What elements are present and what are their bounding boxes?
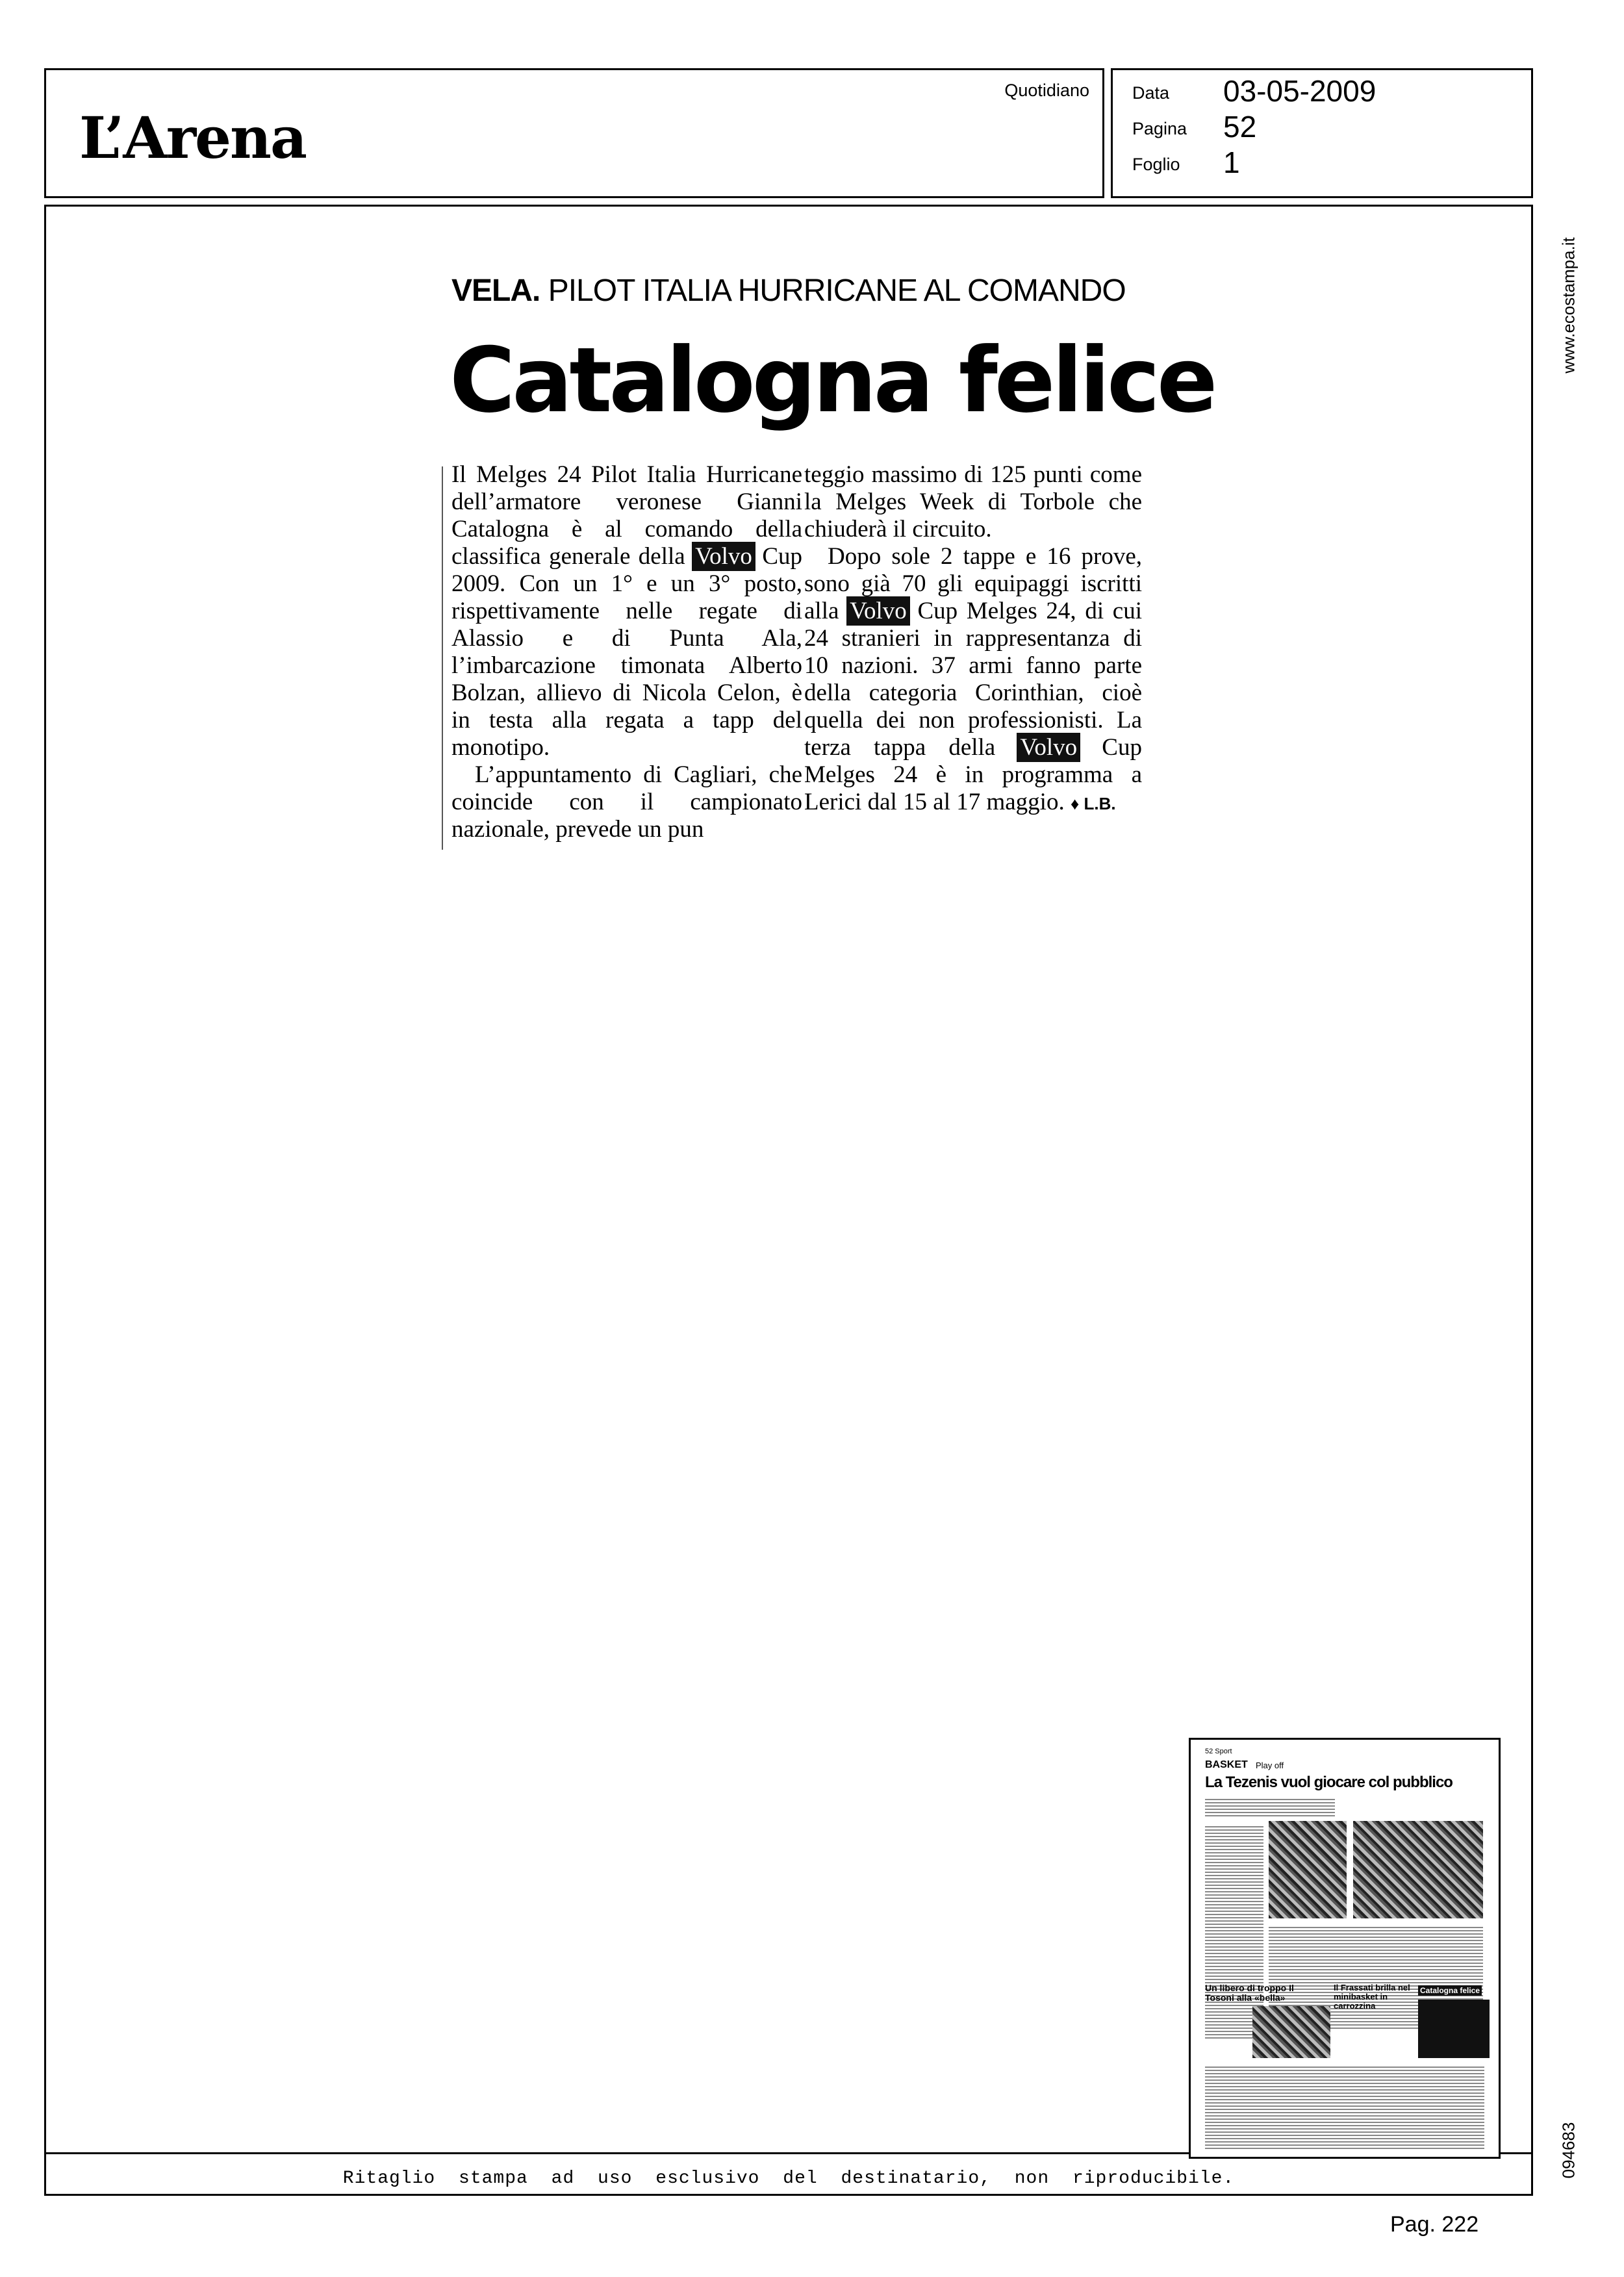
kicker-section: VELA. (451, 273, 540, 308)
publication-frequency: Quotidiano (1004, 81, 1089, 100)
highlight-volvo: Volvo (848, 598, 909, 624)
thumb-section: 52 Sport (1205, 1748, 1232, 1755)
highlight-volvo: Volvo (1018, 734, 1079, 761)
paragraph: teggio massimo di 125 punti come la Melges Week di Torbole che chiuderà il circuito. (804, 461, 1142, 542)
page-thumbnail (1189, 1738, 1501, 2159)
sheet-value: 1 (1223, 146, 1240, 179)
article-title: Catalogna felice (450, 328, 1215, 433)
thumb-tag: BASKET (1205, 1759, 1248, 1770)
footer-notice: Ritaglio stampa ad uso esclusivo del destinatario, non riproducibile. (342, 2169, 1235, 2189)
thumb-photo (1252, 2006, 1330, 2058)
column-rule (442, 466, 443, 850)
date-value: 03-05-2009 (1223, 74, 1377, 108)
page-value: 52 (1223, 110, 1257, 144)
article-column-2 (804, 461, 1142, 817)
thumb-highlight-block (1418, 2000, 1490, 2058)
website-vertical (1556, 221, 1582, 390)
thumb-tag2: Play off (1256, 1761, 1284, 1770)
clipping-code: 094683 (1558, 2122, 1579, 2179)
paragraph: L’appuntamento di Cagliari, che coincide con il campionato nazionale, prevede un pun (451, 761, 802, 843)
date-label: Data (1132, 83, 1170, 103)
paragraph: Il Melges 24 Pilot Italia Hurricane dell’armatore veronese Gianni Catalogna è al comando della classifica generale della Volvo Cup 2009. Con un 1° e un 3° posto, rispettivamente nelle regate di Alassio e di Punta Ala, l’imbarcazione timonata Alberto Bolzan, allievo di Nicola Celon, è in testa alla regata a tapp del monotipo. (451, 461, 803, 761)
thumb-photo (1269, 1821, 1347, 1918)
thumb-text (1205, 1797, 1335, 1816)
website-text: www.ecostampa.it (1558, 237, 1579, 374)
thumb-sub2: Il Frassati brilla nel minibasket in carrozzina (1334, 1983, 1410, 2011)
thumb-sub3: Catalogna felice (1418, 1985, 1482, 1996)
thumb-text (1205, 2065, 1484, 2149)
thumb-headline: La Tezenis vuol giocare col pubblico (1205, 1774, 1453, 1791)
metadata-box (1111, 68, 1533, 198)
kicker-text: PILOT ITALIA HURRICANE AL COMANDO (540, 273, 1126, 308)
sheet-label: Foglio (1132, 155, 1180, 174)
byline: ♦ L.B. (1070, 794, 1116, 813)
article-kicker (451, 273, 1126, 309)
article-column-1 (451, 461, 802, 843)
code-vertical (1556, 2098, 1582, 2202)
newspaper-logo: L’Arena (79, 104, 307, 172)
thumb-sub1: Un libero di troppo Il Tosoni alla «bella» (1205, 1983, 1294, 2003)
highlight-volvo: Volvo (693, 543, 754, 570)
paragraph: Dopo sole 2 tappe e 16 prove, sono già 70 gli equipaggi iscritti alla Volvo Cup Melges 24, di cui 24 stranieri in rappresentanza di 10 nazioni. 37 armi fanno parte della categoria Corinthian, cioè quella dei non professionisti. La terza tappa della Volvo Cup Melges 24 è in programma a Lerici dal 15 al 17 maggio. ♦ L.B. (804, 543, 1142, 815)
page-number: Pag. 222 (1390, 2212, 1479, 2237)
page-label: Pagina (1132, 119, 1187, 138)
thumb-photo (1353, 1821, 1483, 1918)
